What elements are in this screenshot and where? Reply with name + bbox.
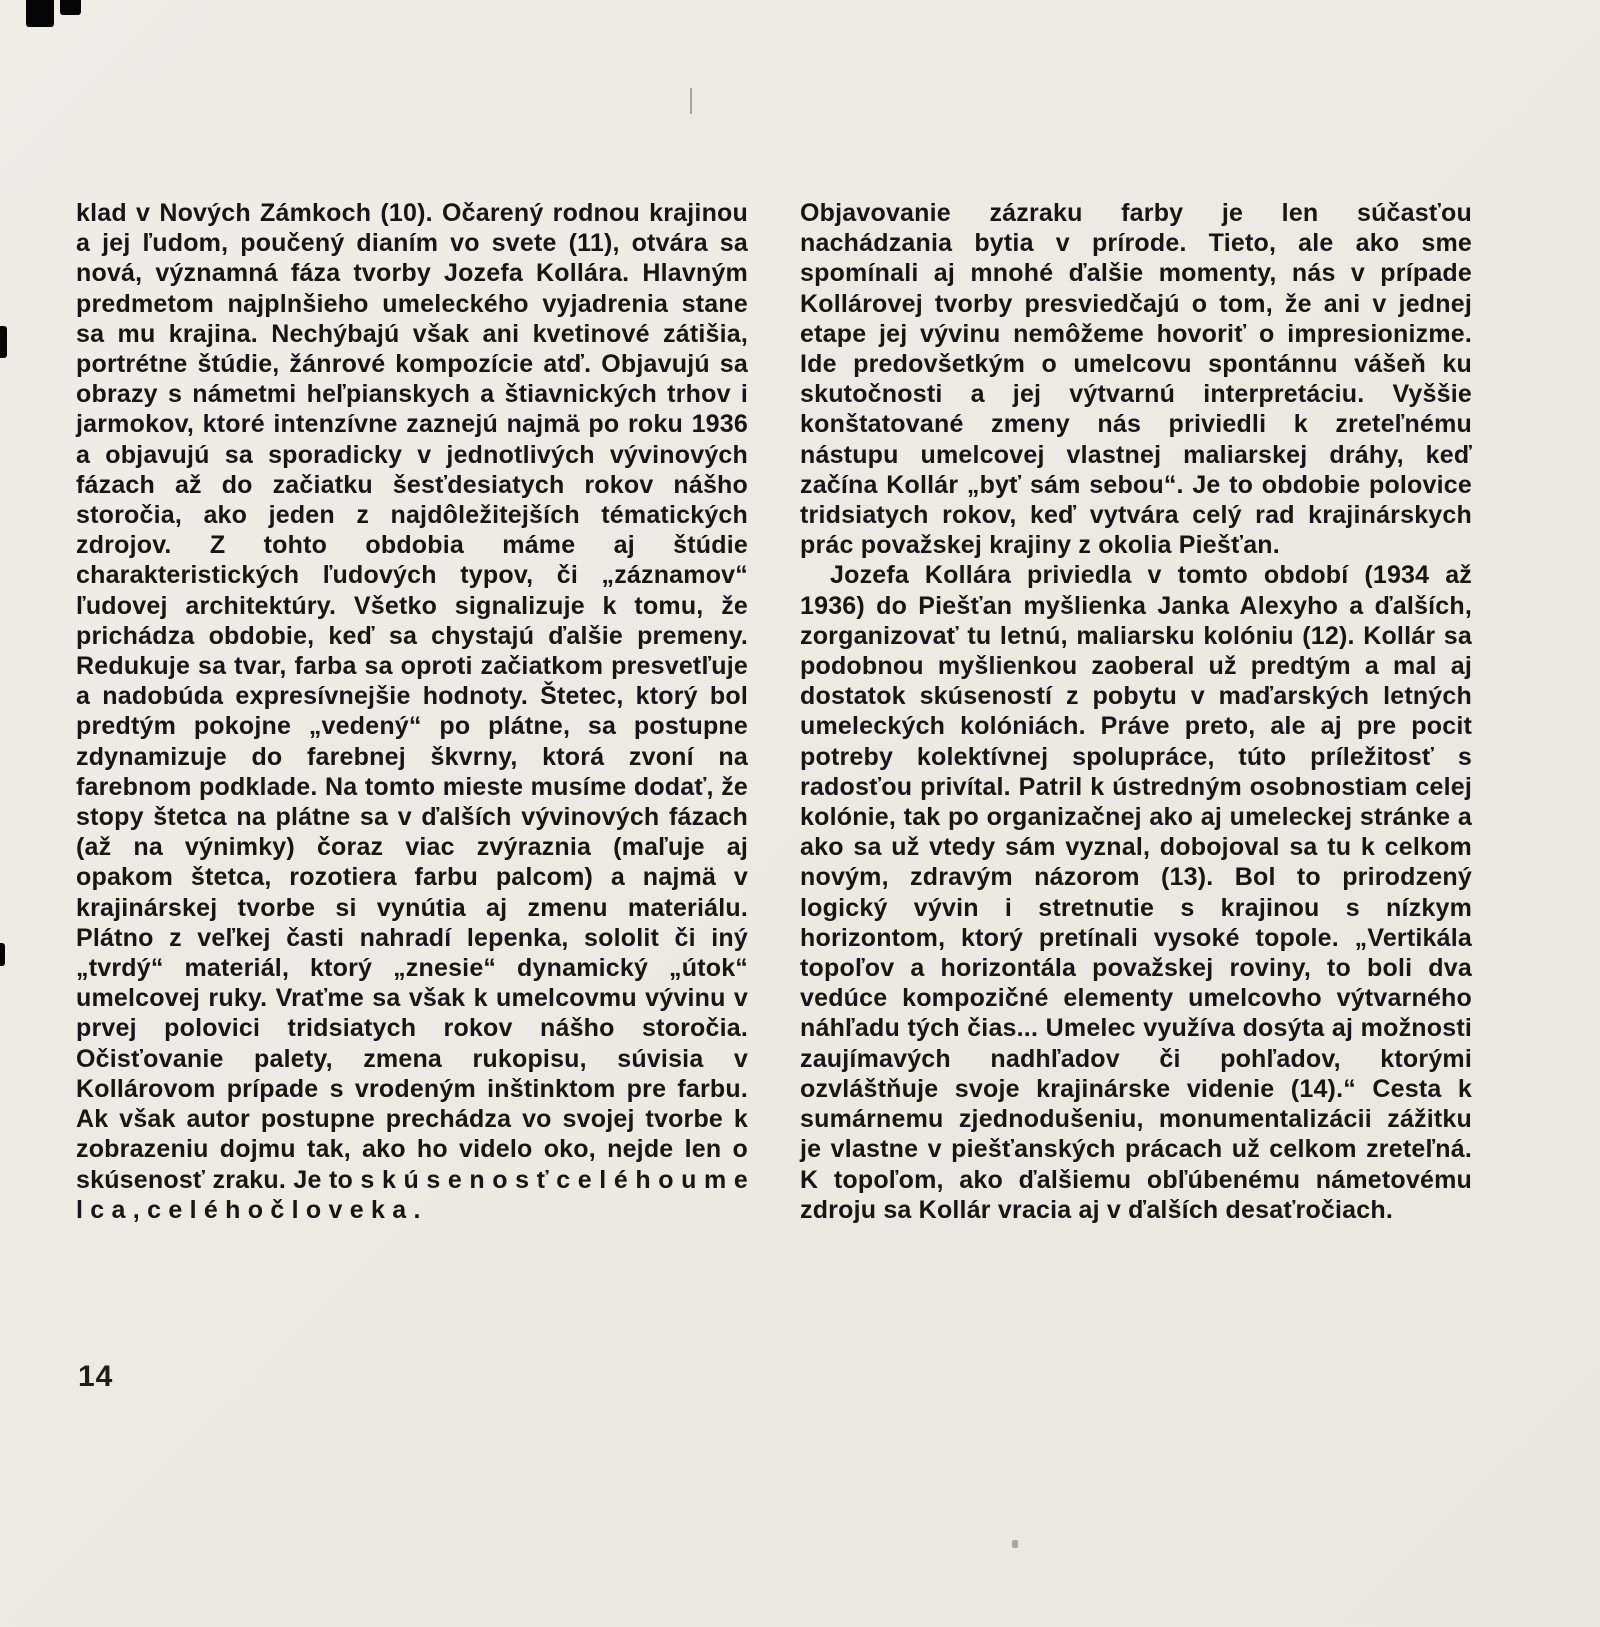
body-paragraph: Jozefa Kollára priviedla v tomto období (1934 až 1936) do Piešťan myšlienka Janka Alexyho a ďalších, zorganizovať tu letnú, maliarsku kolóniu (12). Kollár sa podobnou myšlienkou zaoberal už predtým a mal aj dostatok skúseností z pobytu v maďarských letných umeleckých kolóniách. Práve preto, ale aj pre pocit potreby kolektívnej spolupráce, túto príležitosť s radosťou privítal. Patril k ústredným osobnostiam celej kolónie, tak po organizačnej ako aj umeleckej stránke a ako sa už vtedy sám vyznal, dobojoval sa tu k celkom novým, zdravým názorom (13). Bol to prirodzený logický vývin i stretnutie s krajinou s nízkym horizontom, ktorý pretínali vysoké topole. „Vertikála topoľov a horizontála považskej roviny, to boli dva vedúce kompozičné elementy umelcovho výtvarného náhľadu tých čias... Umelec využíva dosýta aj možnosti zaujímavých nadhľadov či pohľadov, ktorými ozvláštňuje svoje krajinárske videnie (14).“ Cesta k sumárnemu zjednodušeniu, monumentalizácii zážitku je vlastne v piešťanských prácach už celkom zreteľná. K topoľom, ako ďalšiemu obľúbenému námetovému zdroju sa Kollár vracia aj v ďalších desaťročiach. xyxy=(800,561,1472,1224)
scan-artifact xyxy=(26,0,54,27)
body-paragraph: klad v Nových Zámkoch (10). Očarený rodnou krajinou a jej ľudom, poučený dianím vo svete (11), otvára sa nová, významná fáza tvorby Jozefa Kollára. Hlavným predmetom najplnšieho umeleckého vyjadrenia stane sa mu krajina. Nechýbajú však ani kvetinové zátišia, portrétne štúdie, žánrové kompozície atď. Objavujú sa obrazy s námetmi heľpianskych a štiavnických trhov i jarmokov, ktoré intenzívne zaznejú najmä po roku 1936 a objavujú sa sporadicky v jednotlivých vývinových fázach až do začiatku šesťdesiatych rokov nášho storočia, ako jeden z najdôležitejších tématických zdrojov. Z tohto obdobia máme aj štúdie charakteristických ľudových typov, či „záznamov“ ľudovej architektúry. Všetko signalizuje k tomu, že prichádza obdobie, keď sa chystajú ďalšie premeny. Redukuje sa tvar, farba sa oproti začiatkom presvetľuje a nadobúda expresívnejšie hodnoty. Štetec, ktorý bol predtým pokojne „vedený“ po plátne, sa postupne zdynamizuje do farebnej škvrny, ktorá zvoní na farebnom podklade. Na tomto mieste musíme dodať, že stopy štetca na plátne sa v ďalších vývinových fázach (až na výnimky) čoraz viac zvýraznia (maľuje aj opakom štetca, rozotiera farbu palcom) a najmä v krajinárskej tvorbe si vynútia aj zmenu materiálu. Plátno z veľkej časti nahradí lepenka, sololit či iný „tvrdý“ materiál, ktorý „znesie“ dynamický „útok“ umelcovej ruky. Vraťme sa však k umelcovmu vývinu v prvej polovici tridsiatych rokov nášho storočia. Očisťovanie palety, zmena rukopisu, súvisia v Kollárovom prípade s vrodeným inštinktom pre farbu. Ak však autor postupne prechádza vo svojej tvorbe k zobrazeniu dojmu tak, ako ho videlo oko, nejde len o skúsenosť zraku. Je to s k ú s e n o s ť c e l é h o u m e l c a , c e l é h o č l o v e k a . xyxy=(76,199,748,1224)
right-text-column xyxy=(800,198,1472,1225)
scan-artifact xyxy=(0,326,7,358)
body-paragraph: Objavovanie zázraku farby je len súčasťou nachádzania bytia v prírode. Tieto, ale ako sme spomínali aj mnohé ďalšie momenty, nás v prípade Kollárovej tvorby presviedčajú o tom, že ani v jednej etape jej vývinu nemôžeme hovoriť o impresionizme. Ide predovšetkým o umelcovu spontánnu vášeň ku skutočnosti a jej výtvarnú interpretáciu. Vyššie konštatované zmeny nás priviedli k zreteľnému nástupu umelcovej vlastnej maliarskej dráhy, keď začína Kollár „byť sám sebou“. Je to obdobie polovice tridsiatych rokov, keď vytvára celý rad krajinárskych prác považskej krajiny z okolia Piešťan. xyxy=(800,199,1472,560)
page-number: 14 xyxy=(78,1360,114,1393)
left-text-column xyxy=(76,198,748,1225)
scan-artifact xyxy=(690,88,692,114)
scan-artifact xyxy=(0,943,5,966)
scan-artifact xyxy=(60,0,81,15)
scan-artifact xyxy=(1012,1540,1018,1548)
